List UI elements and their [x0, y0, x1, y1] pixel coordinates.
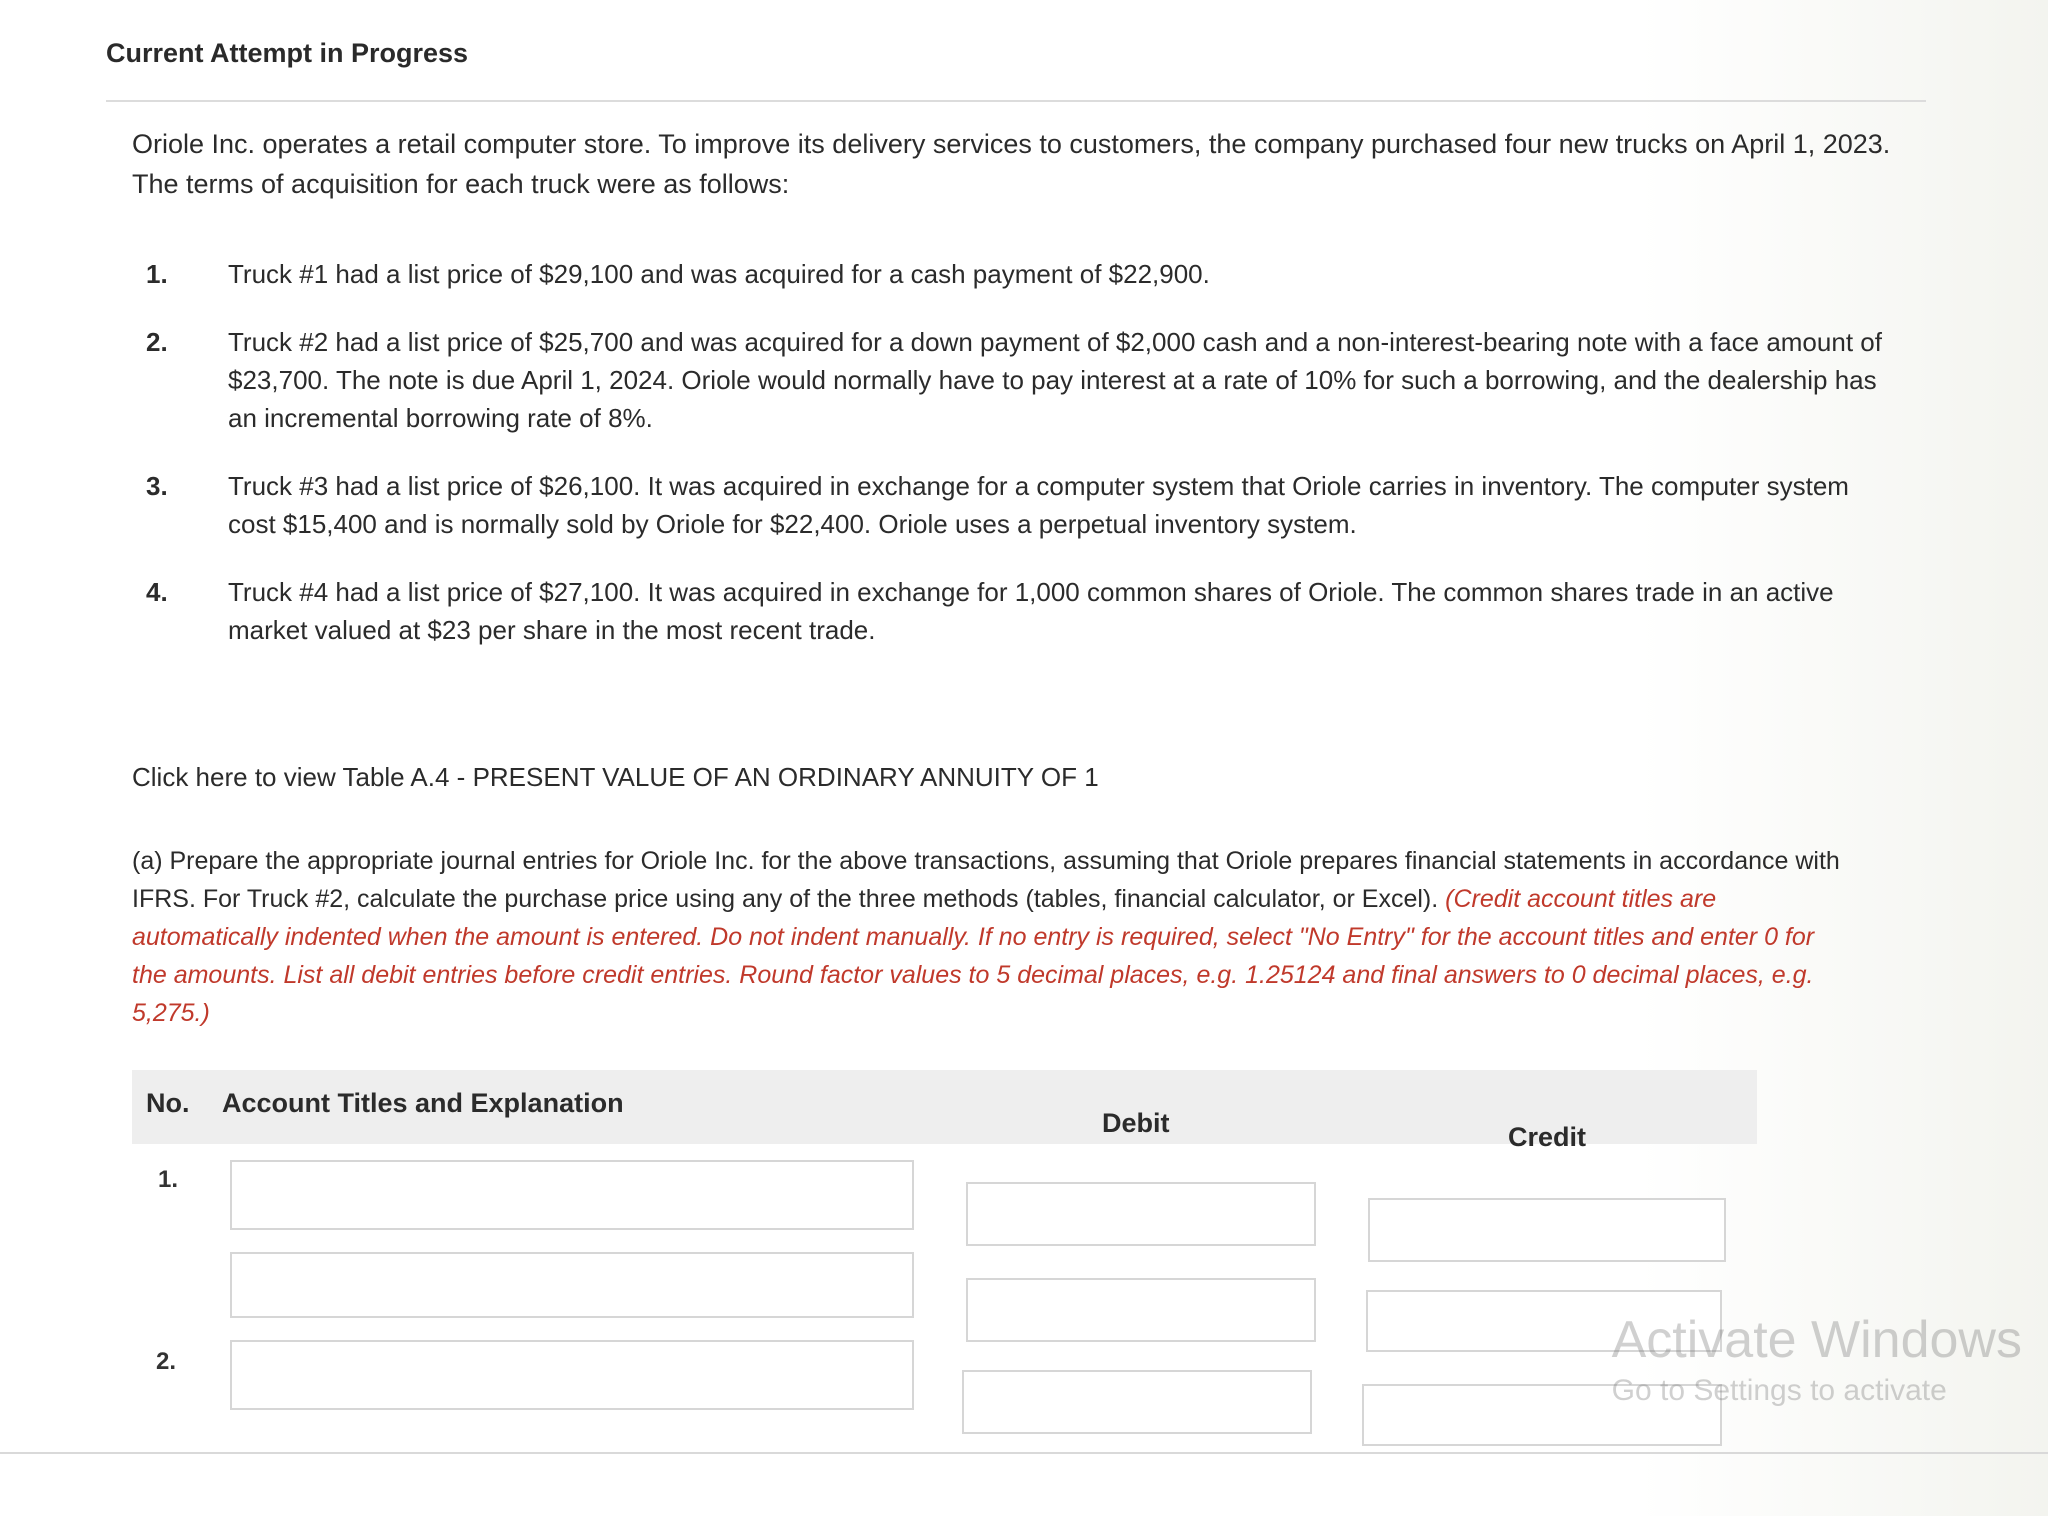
attempt-status-title: Current Attempt in Progress	[106, 38, 469, 68]
account-title-input[interactable]	[230, 1252, 914, 1318]
list-item-number: 3.	[146, 471, 168, 501]
truck-terms-list	[146, 255, 1906, 679]
part-a-note: (Credit account titles are automatically indented when the amount is entered. Do not indent manually. If no entry is required, select "No Entry" for the account titles and enter 0 for the amounts. List all debit entries before credit entries. Round factor values to 5 decimal places, e.g. 1.25124 and final answers to 0 decimal places, e.g. 5,275.)	[132, 885, 1815, 1027]
list-item-text: Truck #1 had a list price of $29,100 and was acquired for a cash payment of $22,900.	[228, 259, 1210, 289]
account-title-input[interactable]	[230, 1340, 914, 1410]
entry-number: 1.	[158, 1166, 179, 1193]
watermark-title: Activate Windows	[1611, 1311, 2022, 1369]
list-item-number: 4.	[146, 577, 168, 607]
list-item-text: Truck #4 had a list price of $27,100. It was acquired in exchange for 1,000 common shares of Oriole. The common shares trade in an active market valued at $23 per share in the most recent trade.	[228, 577, 1834, 645]
list-item-text: Truck #2 had a list price of $25,700 and was acquired for a down payment of $2,000 cash and a non-interest-bearing note with a face amount of $23,700. The note is due April 1, 2024. Oriole would normally have to pay interest at a rate of 10% for such a borrowing, and the dealership has an incremental borrowing rate of 8%.	[228, 327, 1882, 433]
debit-input[interactable]	[966, 1278, 1316, 1342]
debit-input[interactable]	[966, 1182, 1316, 1246]
watermark-subtitle: Go to Settings to activate	[1611, 1374, 1947, 1407]
column-header-account: Account Titles and Explanation	[222, 1088, 624, 1118]
bottom-divider	[0, 1452, 2048, 1454]
list-item	[146, 323, 1906, 437]
journal-table-header	[132, 1070, 1757, 1152]
list-item-number: 2.	[146, 327, 168, 357]
list-item-number: 1.	[146, 259, 168, 289]
account-title-input[interactable]	[230, 1160, 914, 1230]
list-item-text: Truck #3 had a list price of $26,100. It was acquired in exchange for a computer system that Oriole carries in inventory. The computer system cost $15,400 and is normally sold by Oriole for $22,400. Oriole uses a perpetual inventory system.	[228, 471, 1849, 539]
column-header-debit: Debit	[1102, 1108, 1170, 1138]
credit-input[interactable]	[1368, 1198, 1726, 1262]
part-a-prompt: (a) Prepare the appropriate journal entries for Oriole Inc. for the above transactions, assuming that Oriole prepares financial statements in accordance with IFRS. For Truck #2, calculate the purchase price using any of the three methods (tables, financial calculator, or Excel).	[132, 847, 1840, 913]
list-item	[146, 255, 1906, 293]
list-item	[146, 467, 1906, 543]
entry-number: 2.	[156, 1348, 177, 1375]
table-a4-link[interactable]: Click here to view Table A.4 - PRESENT VALUE OF AN ORDINARY ANNUITY OF 1	[132, 762, 1099, 792]
problem-intro: Oriole Inc. operates a retail computer store. To improve its delivery services to customers, the company purchased four new trucks on April 1, 2023. The terms of acquisition for each truck were as follows:	[132, 129, 1891, 199]
column-header-no: No.	[146, 1088, 190, 1118]
list-item	[146, 573, 1906, 649]
activate-windows-watermark	[1612, 1310, 2022, 1408]
debit-input[interactable]	[962, 1370, 1312, 1434]
part-a-instructions	[132, 842, 1852, 1032]
column-header-credit: Credit	[1508, 1122, 1587, 1152]
header-divider	[106, 100, 1926, 102]
